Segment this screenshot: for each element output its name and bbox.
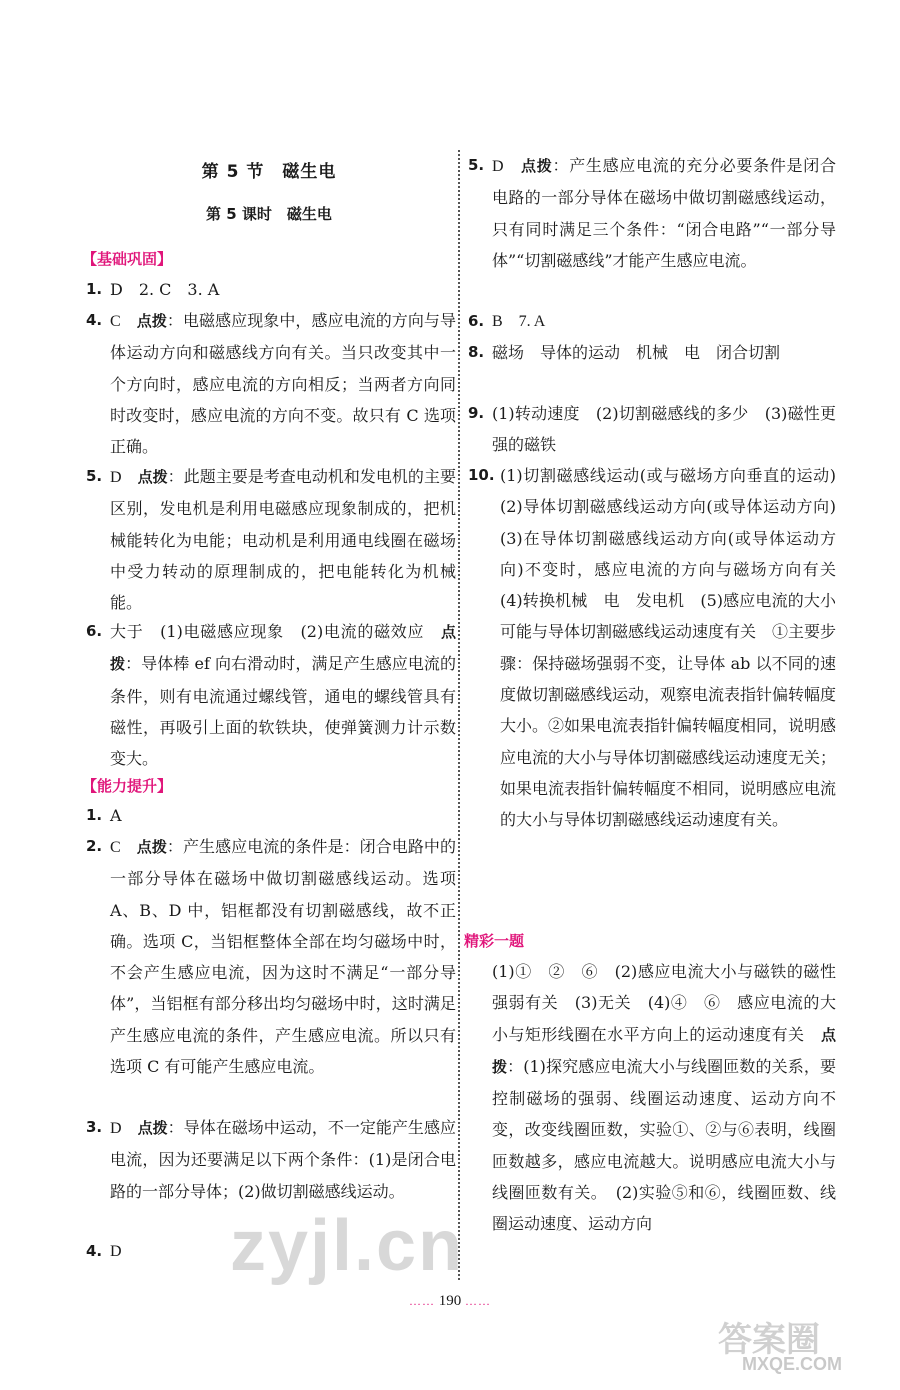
- item-number: 5.: [86, 467, 103, 485]
- item-number: 1.: [86, 280, 103, 298]
- page-dots-left: ……: [409, 1294, 435, 1308]
- column-divider: [458, 150, 460, 1280]
- item-answer: D: [492, 158, 504, 175]
- tag-basic: 【基础巩固】: [82, 250, 173, 268]
- watermark-logo: 答案圈: [718, 1321, 820, 1359]
- answer-item: [464, 956, 836, 1240]
- answer-item: [82, 616, 456, 774]
- item-number: 8.: [468, 343, 485, 361]
- answer-item: [464, 460, 853, 836]
- item-text: D: [110, 1243, 122, 1260]
- item-text: (1)切割磁感线运动(或与磁场方向垂直的运动) (2)导体切割磁感线运动方向(或导体运动方向) (3)在导体切割磁感线运动方向(或导体运动方向)不变时，感应电流的方向与磁场方向有关 (4)转换机械 电 发电机 (5)感应电流的大小可能与导体切割磁感线运动速度有关 ①主要步骤：保持磁场强弱不变，让导体 ab 以不同的速度做切割磁感线运动，观察电流表指针偏转幅度大小。②如果电流表指针偏转幅度相同，说明感应电流的大小与导体切割磁感线运动速度无关；如果电流表指针偏转幅度不相同，说明感应电流的大小与导体切割磁感线运动速度有关。: [500, 466, 853, 830]
- hint-label: 点拨: [521, 157, 553, 175]
- hint-label: 点拨: [137, 1119, 168, 1137]
- item-text: D 2. C 3. A: [110, 280, 220, 299]
- answer-item: [464, 337, 836, 368]
- tag-ability: 【能力提升】: [82, 777, 173, 795]
- watermark-text: zyjl.cn: [230, 1206, 465, 1286]
- section-title: 第 5 节 磁生电: [201, 162, 337, 182]
- hint-label: 点拨: [110, 623, 456, 674]
- item-number: 4.: [86, 1242, 103, 1260]
- item-text: ：(1)探究感应电流大小与线圈匝数的关系，要控制磁场的强弱、线圈运动速度、运动方向不变，改变线圈匝数，实验①、②与⑥表明，线圈匝数越多，感应电流越大。说明感应电流大小与线圈匝数有关。 (2)实验⑤和⑥，线圈匝数、线圈运动速度、运动方向: [492, 1056, 836, 1234]
- item-text: ：产生感应电流的条件是：闭合电路中的一部分导体在磁场中做切割磁感线运动。选项 A、B、D 中，铝框都没有切割磁感线，故不正确。选项 C，当铝框整体全部在均匀磁场中时，不会产生感应电流，因为这时不满足“一部分导体”，当铝框有部分移出均匀磁场中时，这时满足产生感应电流的条件，产生感应电流。所以只有选项 C 有可能产生感应电流。: [110, 837, 456, 1077]
- answer-item: [82, 274, 456, 305]
- answer-item: [82, 305, 456, 462]
- watermark-site: MXQE.COM: [742, 1354, 843, 1374]
- item-answer: D: [110, 469, 122, 486]
- item-text: B 7. A: [492, 313, 546, 330]
- item-answer: 大于 (1)电磁感应现象 (2)电流的磁效应: [110, 622, 425, 641]
- answer-item: [464, 306, 836, 337]
- lesson-title: 第 5 课时 磁生电: [206, 205, 332, 223]
- item-number: 9.: [468, 404, 485, 422]
- item-text: (1)转动速度 (2)切割磁感线的多少 (3)磁性更强的磁铁: [492, 404, 836, 455]
- item-number: 6.: [86, 622, 103, 640]
- answer-item: [82, 800, 456, 831]
- item-answer: C: [110, 313, 121, 330]
- item-text: ：产生感应电流的充分必要条件是闭合电路的一部分导体在磁场中做切割磁感线运动，只有同时满足三个条件：“闭合电路”“一部分导体”“切割磁感线”才能产生感应电流。: [492, 156, 836, 270]
- page-number-value: 190: [438, 1293, 462, 1309]
- item-number: 5.: [468, 156, 485, 174]
- hint-label: 点拨: [136, 312, 167, 330]
- item-number: 6.: [468, 312, 485, 330]
- item-number: 4.: [86, 311, 103, 329]
- item-text: (1)① ② ⑥ (2)感应电流大小与磁铁的磁性强弱有关 (3)无关 (4)④ ⑥ 感应电流的大小与矩形线圈在水平方向上的运动速度有关: [492, 962, 836, 1044]
- hint-label: 点拨: [137, 468, 168, 486]
- hint-label: 点拨: [492, 1025, 836, 1076]
- item-text: ：导体在磁场中运动，不一定能产生感应电流，因为还要满足以下两个条件：(1)是闭合电路的一部分导体；(2)做切割磁感线运动。: [110, 1118, 456, 1201]
- item-number: 2.: [86, 837, 103, 855]
- item-number: 3.: [86, 1118, 103, 1136]
- item-number: 1.: [86, 806, 103, 824]
- answer-item: [464, 150, 836, 276]
- tag-highlight: 精彩一题: [464, 932, 525, 950]
- page-dots-right: ……: [465, 1294, 491, 1308]
- answer-item: [82, 1112, 456, 1207]
- answer-item: [82, 461, 456, 618]
- item-text: ：导体棒 ef 向右滑动时，满足产生感应电流的条件，则有电流通过螺线管，通电的螺线管具有磁性，再吸引上面的软铁块，使弹簧测力计示数变大。: [110, 654, 456, 769]
- hint-label: 点拨: [136, 838, 167, 856]
- answer-item: [82, 831, 456, 1082]
- answer-item: [464, 398, 836, 461]
- item-text: 磁场 导体的运动 机械 电 闭合切割: [492, 343, 781, 362]
- item-text: ：此题主要是考查电动机和发电机的主要区别，发电机是利用电磁感应现象制成的，把机械能转化为电能；电动机是利用通电线圈在磁场中受力转动的原理制成的，把电能转化为机械能。: [110, 467, 456, 613]
- item-text: A: [110, 806, 122, 825]
- item-number: 10.: [468, 466, 495, 484]
- item-text: ：电磁感应现象中，感应电流的方向与导体运动方向和磁感线方向有关。当只改变其中一个方向时，感应电流的方向相反；当两者方向同时改变时，感应电流的方向不变。故只有 C 选项正确。: [110, 311, 456, 457]
- item-answer: C: [110, 839, 121, 856]
- page-number: [0, 1293, 900, 1310]
- item-answer: D: [110, 1120, 122, 1137]
